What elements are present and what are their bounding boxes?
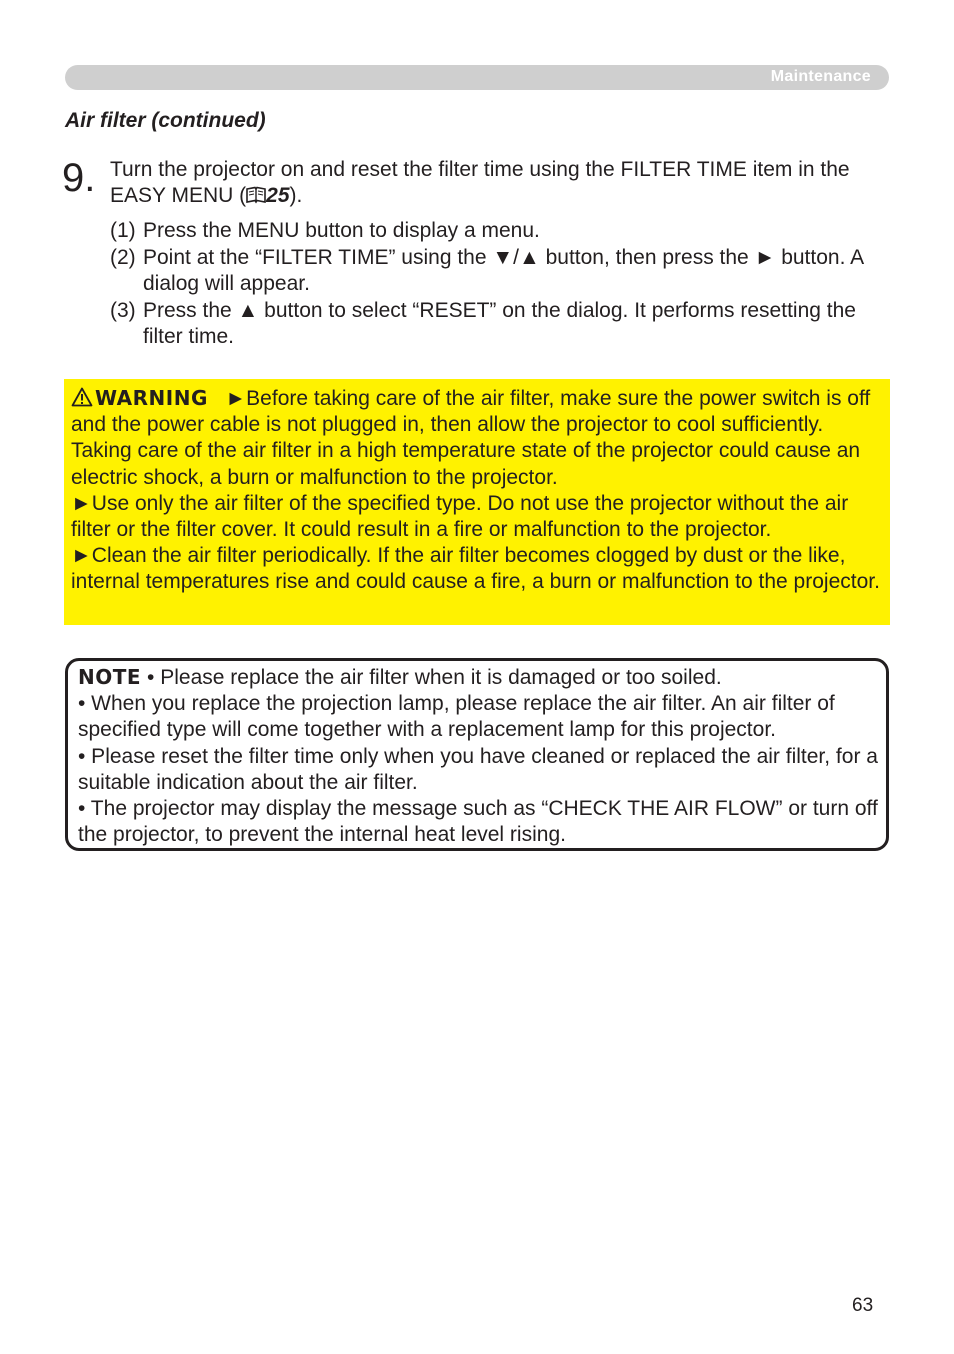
header-label: Maintenance (770, 68, 871, 85)
warning-box (64, 379, 890, 625)
substep-text: Press the MENU button to display a menu. (143, 219, 540, 242)
note-box (65, 658, 889, 851)
substep-list (110, 218, 900, 351)
note-item-3: • Please reset the filter time only when you have cleaned or replaced the air filter, for a suitable indication about the air filter. (78, 744, 878, 794)
book-icon (246, 185, 266, 203)
warning-triangle-icon (71, 387, 93, 407)
note-item-1: • Please replace the air filter when it is damaged or too soiled. (147, 666, 722, 689)
warning-content (71, 385, 886, 596)
note-content (78, 664, 880, 848)
warning-item-1: ►Before taking care of the air filter, make sure the power switch is off and the power cable is not plugged in, then allow the projector to cool sufficiently. Taking care of the air filter in a high temperature state of the projector could cause an electric shock, a burn or malfunction to the projector. (71, 387, 871, 489)
substep-text: Press the ▲ button to select “RESET” on the dialog. It performs resetting the filter time. (143, 299, 856, 348)
warning-item-3: ►Clean the air filter periodically. If the air filter becomes clogged by dust or the like, internal temperatures rise and could cause a fire, a burn or malfunction to the projector. (71, 544, 880, 594)
substep-number: (3) (110, 299, 136, 322)
substep-number: (1) (110, 219, 136, 242)
step-text-after: ). (289, 184, 303, 207)
note-item-2: • When you replace the projection lamp, please replace the air filter. An air filter of specified type will come together with a replacement lamp for this projector. (78, 692, 835, 742)
section-header-bar (65, 65, 889, 90)
page-reference[interactable]: 25 (266, 184, 290, 207)
step-text (110, 157, 900, 209)
step-number: 9. (62, 156, 96, 200)
step-text-before: Turn the projector on and reset the filter time using the FILTER TIME item in the EASY MENU ( (110, 158, 850, 207)
substep-3 (110, 298, 900, 350)
substep-number: (2) (110, 246, 136, 269)
substep-2 (110, 245, 900, 297)
note-item-4: • The projector may display the message such as “CHECK THE AIR FLOW” or turn off the projector, to prevent the internal heat level rising. (78, 797, 878, 847)
substep-text: Point at the “FILTER TIME” using the ▼/▲ button, then press the ► button. A dialog will appear. (143, 246, 863, 295)
page-number: 63 (852, 1295, 874, 1316)
section-title: Air filter (continued) (65, 109, 266, 132)
warning-item-2: ►Use only the air filter of the specified type. Do not use the projector without the air filter or the filter cover. It could result in a fire or malfunction to the projector. (71, 491, 849, 542)
note-heading: NOTE (78, 665, 142, 689)
warning-heading: WARNING (95, 386, 208, 410)
substep-1 (110, 218, 900, 244)
